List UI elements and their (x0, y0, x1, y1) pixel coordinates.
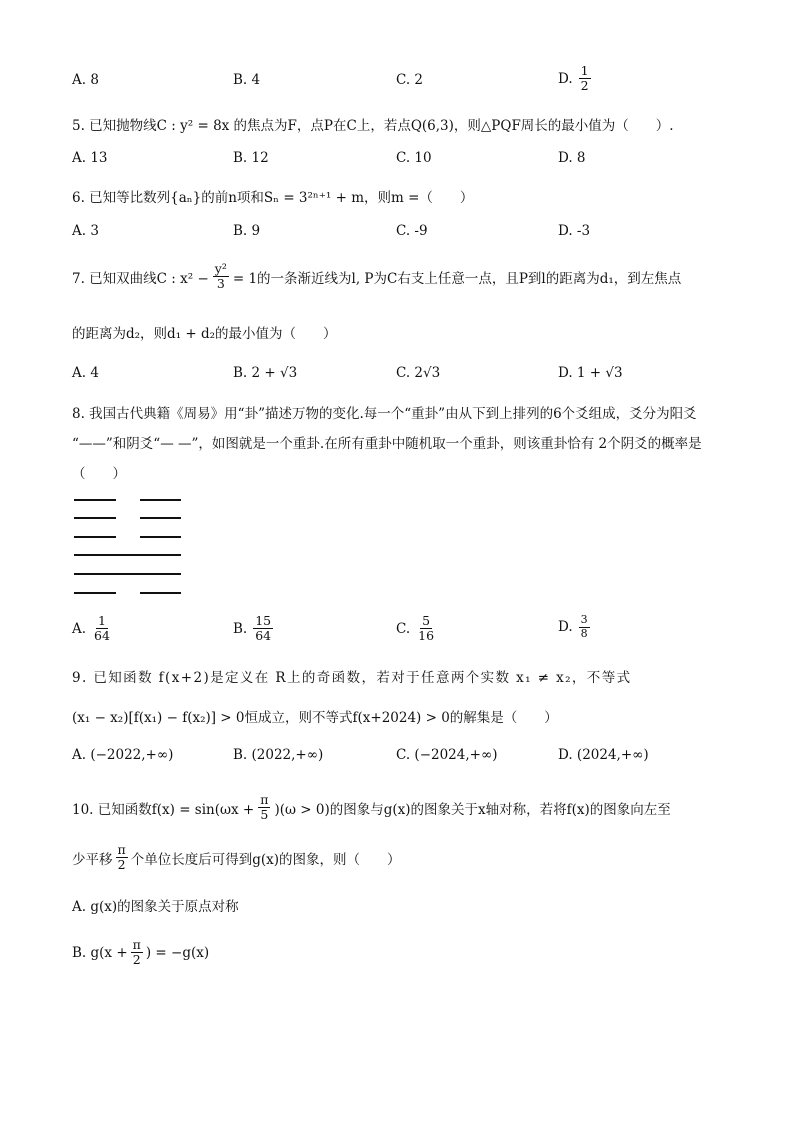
q4-option-c[interactable]: C. 2 (396, 72, 424, 88)
q7-option-d[interactable]: D. 1 + √3 (558, 365, 623, 381)
q7-option-a[interactable]: A. 4 (72, 365, 99, 381)
yin-line (74, 517, 116, 519)
yin-line (140, 592, 181, 594)
q7-fraction: $\frac{\text{y²}}{3}$ (214, 261, 227, 292)
yin-line (140, 499, 181, 501)
q9-stem-line1: 9. 已知函数 f(x+2)是定义在 R上的奇函数，若对于任意两个实数 x₁ ≠ x₂，不等式 (72, 670, 632, 686)
hexagram-figure (74, 496, 186, 598)
q10-stem: 10. 已知函数f(x) = sin(ωx + $\frac{\pi}{5}$ )(ω > 0)的图象与g(x)的图象关于x轴对称，若将f(x)的图象向左至 (72, 792, 671, 823)
q4-option-d[interactable]: D. $\frac{1}{2}$ (558, 63, 589, 94)
q9-options (72, 747, 732, 771)
q8-option-c[interactable]: C. $\frac{5}{16}$ (396, 613, 435, 644)
q9-option-c[interactable]: C. (−2024,+∞) (396, 747, 498, 763)
yin-line (74, 536, 116, 538)
q8-stem-line1: 8. 我国古代典籍《周易》用“卦”描述万物的变化.每一个“重卦”由从下到上排列的6个爻组成，爻分为阳爻 (72, 406, 697, 422)
q6-stem: 6. 已知等比数列{aₙ}的前n项和Sₙ = 3²ⁿ⁺¹ + m，则m =（ ） (72, 190, 474, 206)
q8-stem-line2: “——”和阴爻“— —”，如图就是一个重卦.在所有重卦中随机取一个重卦，则该重卦恰有 2个阴爻的概率是 (72, 436, 702, 452)
q5-option-b[interactable]: B. 12 (233, 150, 269, 166)
yin-line (140, 517, 181, 519)
q7-option-c[interactable]: C. 2√3 (396, 365, 441, 381)
q5-stem: 5. 已知抛物线C : y² = 8x 的焦点为F，点P在C上，若点Q(6,3)，则△PQF周长的最小值为（ ）. (72, 118, 674, 134)
q7-stem: 7. 已知双曲线C : x² − $\frac{\text{y²}}{3}$ = 1的一条渐近线为l, P为C右支上任意一点，且P到l的距离为d₁，到左焦点 (72, 261, 682, 292)
q6-options (72, 223, 732, 247)
q6-option-c[interactable]: C. -9 (396, 223, 428, 239)
q7-options (72, 365, 732, 389)
q8-option-d[interactable]: D. $\frac{3}{8}$ (558, 613, 588, 640)
q9-option-d[interactable]: D. (2024,+∞) (558, 747, 649, 763)
q10-stem-line2: 少平移 $\frac{\pi}{2}$ 个单位长度后可得到g(x)的图象，则（ ） (72, 842, 401, 873)
yin-line (74, 592, 116, 594)
q10-fraction: $\frac{\pi}{5}$ (260, 792, 269, 823)
q8-stem-line3: （ ） (72, 466, 126, 482)
q6-option-d[interactable]: D. -3 (558, 223, 591, 239)
q10-line2-fraction: $\frac{\pi}{2}$ (117, 842, 126, 873)
q10-option-b[interactable]: B. g(x + $\frac{\pi}{2}$ ) = −g(x) (72, 937, 210, 968)
q7-stem-line2: 的距离为d₂，则d₁ + d₂的最小值为（ ） (72, 326, 337, 342)
q4-options (72, 63, 732, 96)
yang-line (74, 573, 181, 575)
q10-option-a[interactable]: A. g(x)的图象关于原点对称 (72, 899, 239, 915)
yin-line (140, 536, 181, 538)
q8-options (72, 614, 732, 654)
yin-line (74, 499, 116, 501)
q8-option-c-fraction: $\frac{5}{16}$ (418, 613, 435, 644)
q9-option-a[interactable]: A. (−2022,+∞) (72, 747, 174, 763)
q7-option-b[interactable]: B. 2 + √3 (233, 365, 298, 381)
q6-option-a[interactable]: A. 3 (72, 223, 99, 239)
q9-stem-line2: (x₁ − x₂)[f(x₁) − f(x₂)] > 0恒成立，则不等式f(x+2024) > 0的解集是（ ） (72, 710, 558, 726)
q4-option-b[interactable]: B. 4 (233, 72, 261, 88)
q4-option-a[interactable]: A. 8 (72, 72, 99, 88)
q8-option-a[interactable]: A. $\frac{1}{64}$ (72, 613, 110, 644)
q10-option-b-fraction: $\frac{\pi}{2}$ (132, 937, 141, 968)
q5-option-c[interactable]: C. 10 (396, 150, 432, 166)
q8-option-b-fraction: $\frac{15}{64}$ (255, 613, 272, 644)
q9-option-b[interactable]: B. (2022,+∞) (233, 747, 324, 763)
q4-option-d-fraction: $\frac{1}{2}$ (580, 63, 589, 94)
q5-options (72, 150, 732, 174)
q6-option-b[interactable]: B. 9 (233, 223, 261, 239)
q5-option-a[interactable]: A. 13 (72, 150, 108, 166)
q5-option-d[interactable]: D. 8 (558, 150, 586, 166)
q8-option-b[interactable]: B. $\frac{15}{64}$ (233, 613, 272, 644)
q8-option-d-fraction: $\frac{3}{8}$ (580, 613, 588, 640)
yang-line (74, 554, 181, 556)
q8-option-a-fraction: $\frac{1}{64}$ (94, 613, 110, 644)
